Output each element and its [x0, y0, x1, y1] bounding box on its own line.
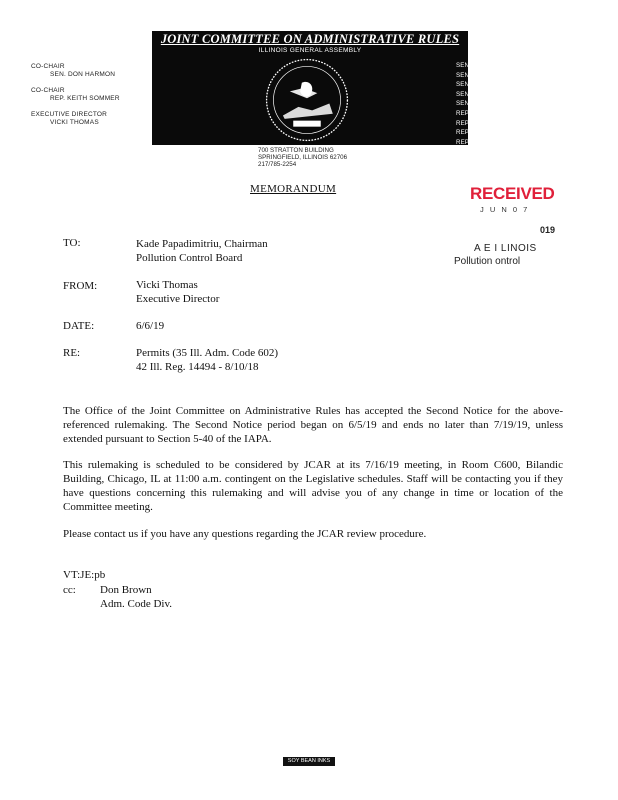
cc-line: Adm. Code Div.	[100, 598, 173, 610]
memo-title: MEMORANDUM	[250, 183, 337, 195]
to-label: TO:	[63, 237, 81, 249]
address-line: 700 STRATTON BUILDING	[258, 147, 334, 154]
body-paragraph-3: Please contact us if you have any questions regarding the JCAR review procedure.	[63, 528, 427, 540]
committee-address	[258, 147, 368, 169]
cc-label: cc:	[63, 584, 76, 596]
committee-subtitle: ILLINOIS GENERAL ASSEMBLY	[258, 47, 362, 54]
re-value	[136, 346, 278, 374]
date-label: DATE:	[63, 320, 95, 332]
to-value	[136, 237, 268, 265]
co-chair-block-1	[31, 63, 115, 78]
address-line: 217/785-2254	[258, 161, 297, 169]
member-name: SEN. PAUL SCHIMPF	[456, 90, 519, 98]
committee-members-list	[456, 61, 545, 157]
re-line: 42 Ill. Reg. 14494 - 8/10/18	[136, 361, 259, 373]
re-label: RE:	[63, 347, 81, 359]
stamp-state: A E I LINOIS	[474, 243, 537, 254]
committee-title: JOINT COMMITTEE ON ADMINISTRATIVE RULES	[160, 32, 460, 46]
from-line: Vicki Thomas	[136, 279, 198, 291]
member-name: SEN. TONY MUNOZ	[456, 71, 515, 79]
co-chair-label: CO-CHAIR	[31, 87, 65, 94]
from-value	[136, 278, 219, 306]
co-chair-name: SEN. DON HARMON	[50, 70, 116, 78]
to-line: Kade Papadimitriu, Chairman	[136, 238, 268, 250]
address-line: SPRINGFIELD, ILLINOIS 62706	[258, 154, 348, 162]
member-name: SEN. KIMBERLY LIGHTFORD	[456, 62, 543, 69]
member-name: REP. FRANCES ANN HURLEY	[456, 129, 545, 137]
executive-director-name: VICKI THOMAS	[50, 118, 99, 126]
state-seal-icon	[264, 57, 350, 143]
co-chair-label: CO-CHAIR	[31, 63, 65, 70]
date-value: 6/6/19	[136, 320, 165, 332]
co-chair-name: REP. KEITH SOMMER	[50, 94, 120, 102]
stamp-board: Pollution ontrol	[454, 256, 521, 267]
received-stamp: RECEIVED	[470, 184, 555, 203]
initials: VT:JE:pb	[63, 569, 106, 581]
from-label: FROM:	[63, 280, 98, 292]
member-name: REP. MIKE HALPIN	[456, 119, 513, 127]
member-name: REP. TOM DEMMER	[456, 109, 516, 117]
to-line: Pollution Control Board	[136, 252, 243, 264]
re-line: Permits (35 Ill. Adm. Code 602)	[136, 347, 279, 359]
stamp-year: 019	[540, 225, 556, 235]
from-line: Executive Director	[136, 293, 220, 305]
soy-ink-label: SOY BEAN INKS	[283, 757, 335, 766]
member-name: SEN. SUE REZIN	[456, 81, 507, 89]
stamp-date: J U N 0 7	[480, 205, 530, 214]
body-paragraph-2: This rulemaking is scheduled to be considered by JCAR at its 7/16/19 meeting, in Room C600, Bilandic Building, Chicago, IL at 11:00 a.m. contingent on the Legislative schedules. Staff will be contacting you if they have questions concerning this rulemaking and will advise you of any change in time or location of the Committee meeting.	[63, 459, 563, 513]
body-paragraph-1: The Office of the Joint Committee on Administrative Rules has accepted the Second Notice for the above-referenced rulemaking. The Second Notice period began on 6/5/19 and ends no later than 7/19/19, unless extended pursuant to Section 5-40 of the IAPA.	[63, 405, 563, 445]
member-name: SEN. CHUCK WEAVER	[456, 100, 524, 108]
member-name: REP. ANDRE THAPEDI	[456, 148, 523, 156]
executive-director-label: EXECUTIVE DIRECTOR	[31, 111, 108, 118]
cc-list	[100, 583, 172, 611]
executive-director-block	[31, 111, 107, 126]
cc-line: Don Brown	[100, 584, 152, 596]
member-name: REP. STEVEN REICK	[456, 138, 519, 146]
co-chair-block-2	[31, 87, 120, 102]
